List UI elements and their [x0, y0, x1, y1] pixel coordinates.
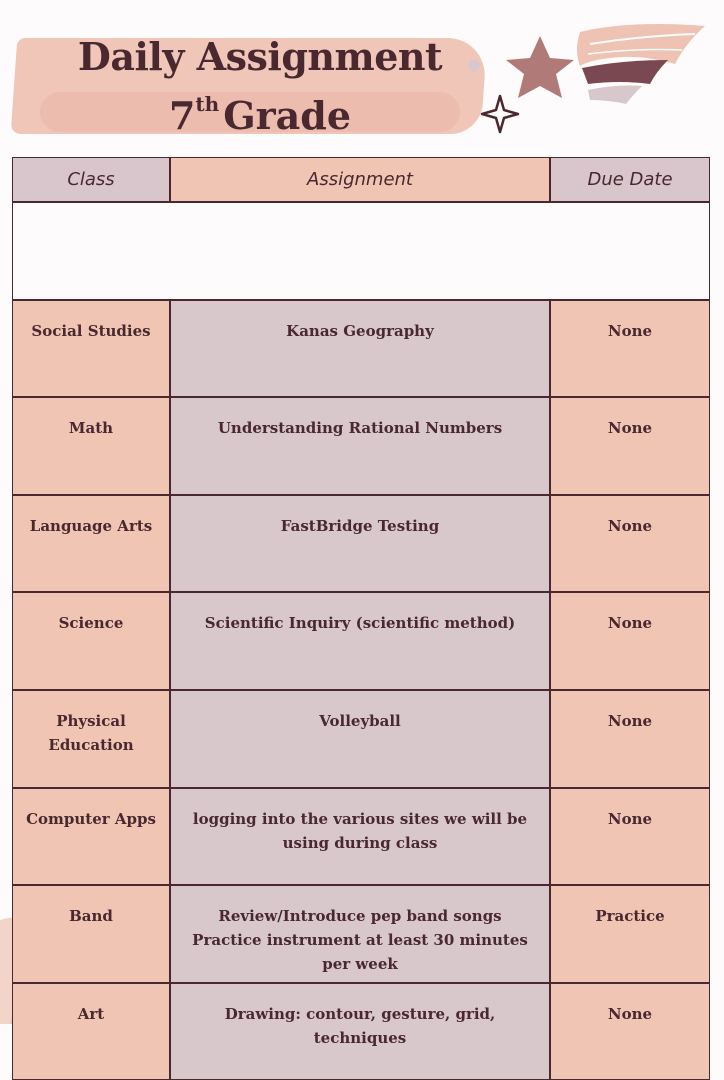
grade-title [0, 92, 520, 138]
table-row [12, 885, 710, 983]
class-cell: Physical Education [12, 690, 170, 788]
table-row [12, 300, 710, 398]
assignment-table [12, 157, 710, 1080]
class-cell: Social Studies [12, 300, 170, 398]
due-date-cell: None [550, 690, 710, 788]
due-date-cell: None [550, 300, 710, 398]
table-row [12, 983, 710, 1080]
class-cell: Art [12, 983, 170, 1080]
due-date-cell: Practice [550, 885, 710, 983]
column-header-due-date: Due Date [550, 157, 710, 202]
table-row [12, 788, 710, 886]
assignment-cell: Understanding Rational Numbers [170, 397, 550, 495]
class-cell: Math [12, 397, 170, 495]
assignment-cell: Scientific Inquiry (scientific method) [170, 592, 550, 690]
due-date-cell: None [550, 592, 710, 690]
dot-icon [466, 58, 482, 74]
table-row [12, 495, 710, 593]
column-header-assignment: Assignment [170, 157, 550, 202]
due-date-cell: None [550, 983, 710, 1080]
title-text: Daily Assignment [77, 34, 443, 79]
assignment-cell: FastBridge Testing [170, 495, 550, 593]
shooting-star-icon [470, 14, 720, 144]
class-cell: Language Arts [12, 495, 170, 593]
table-row [12, 690, 710, 788]
assignment-cell: Kanas Geography [170, 300, 550, 398]
assignment-cell: Review/Introduce pep band songs Practice instrument at least 30 minutes per week [170, 885, 550, 983]
due-date-cell: None [550, 788, 710, 886]
page-title [0, 34, 520, 79]
class-cell: Science [12, 592, 170, 690]
grade-suffix: th [195, 92, 220, 116]
column-header-class: Class [12, 157, 170, 202]
assignment-cell: Volleyball [170, 690, 550, 788]
grade-number: 7 [168, 93, 196, 138]
grade-word: Grade [223, 93, 352, 138]
class-cell: Computer Apps [12, 788, 170, 886]
page-header [0, 0, 724, 150]
table-header-row [12, 157, 710, 202]
assignment-cell: logging into the various sites we will be using during class [170, 788, 550, 886]
table-row [12, 592, 710, 690]
due-date-cell: None [550, 495, 710, 593]
class-cell: Band [12, 885, 170, 983]
due-date-cell: None [550, 397, 710, 495]
assignment-cell: Drawing: contour, gesture, grid, techniques [170, 983, 550, 1080]
table-row [12, 397, 710, 495]
